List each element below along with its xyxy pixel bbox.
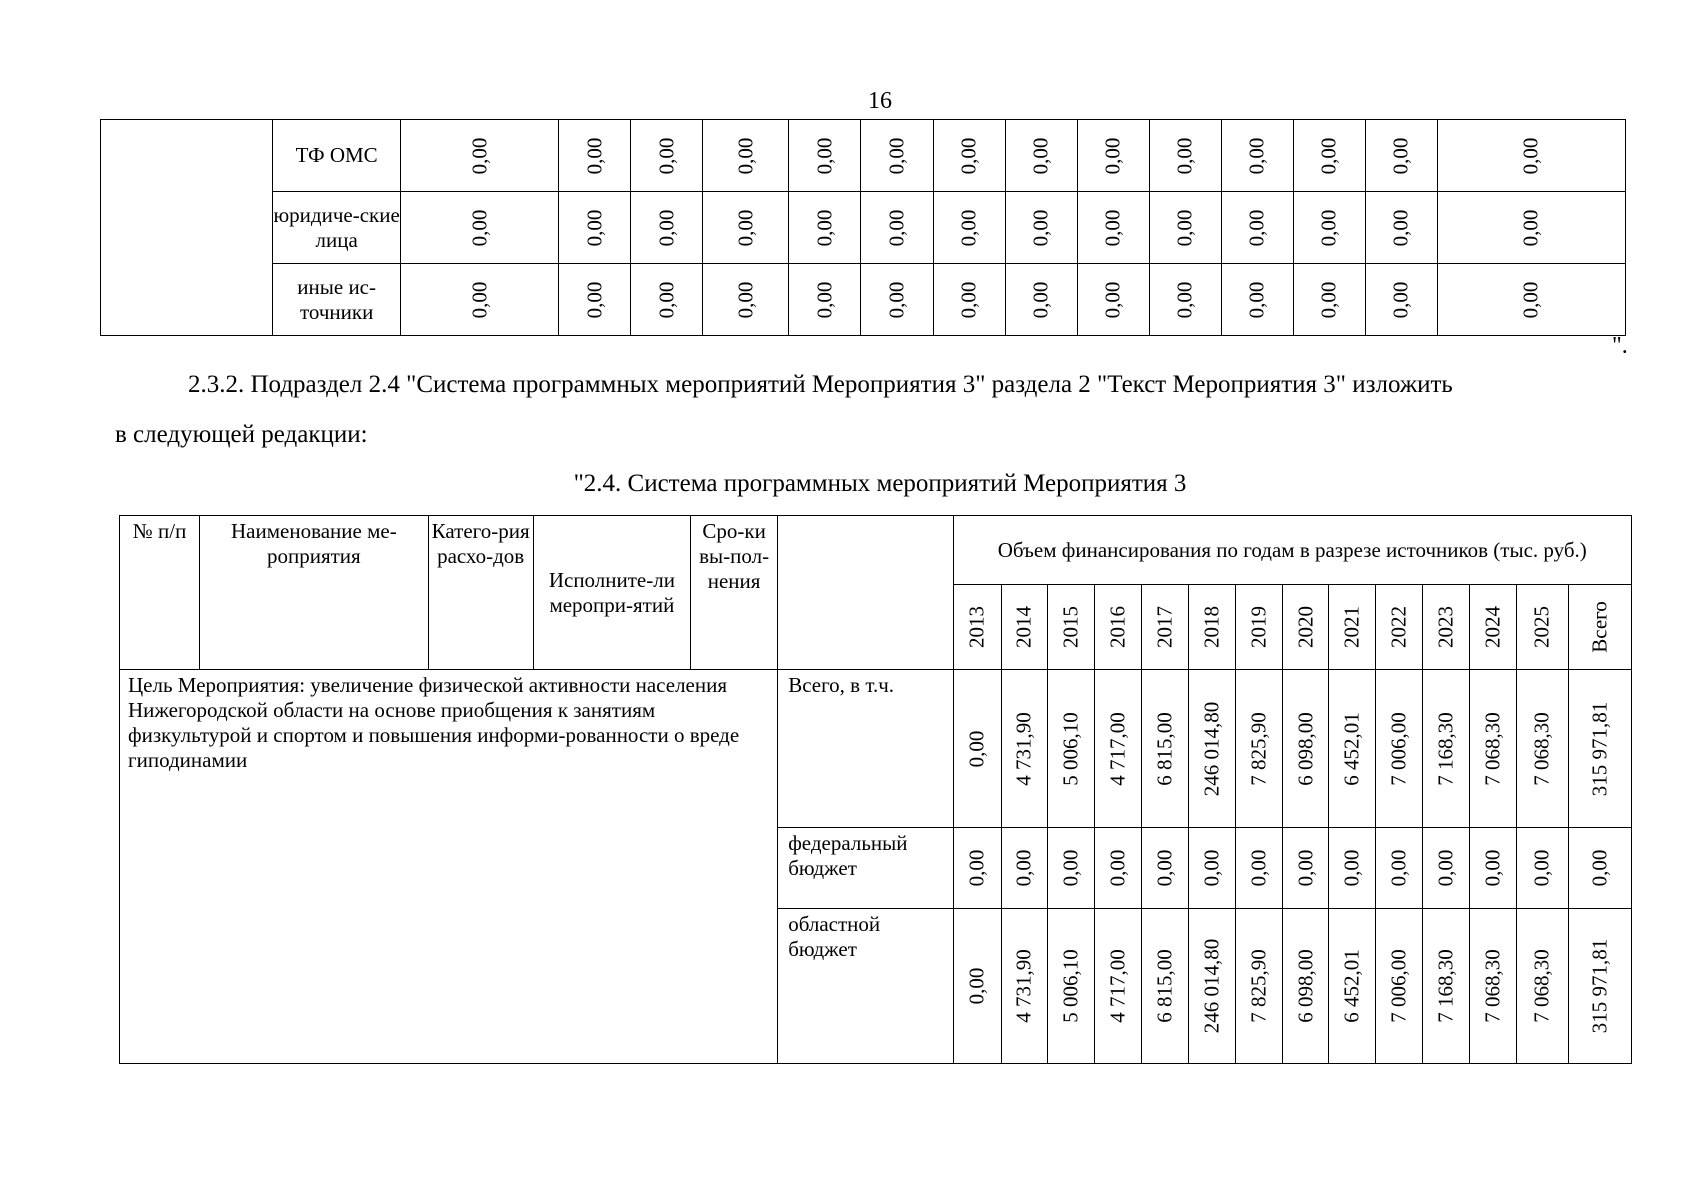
value-cell-text: 6 815,00 xyxy=(1152,949,1177,1023)
value-cell-text: 7 006,00 xyxy=(1386,949,1411,1023)
table-row xyxy=(101,192,1626,264)
value-cell-text: 0,00 xyxy=(1433,849,1458,887)
value-cell xyxy=(401,120,559,192)
header-blank xyxy=(778,516,953,670)
value-cell-text: 0,00 xyxy=(467,137,492,174)
value-cell-text: 0,00 xyxy=(1339,849,1364,887)
value-cell xyxy=(933,192,1005,264)
value-cell xyxy=(861,192,933,264)
value-cell-text: 0,00 xyxy=(1028,137,1053,174)
value-cell xyxy=(1094,909,1141,1064)
value-cell xyxy=(1001,670,1047,828)
value-cell xyxy=(1568,828,1631,909)
value-cell-text: 0,00 xyxy=(1386,849,1411,887)
value-cell xyxy=(1376,670,1423,828)
year-header-text: 2016 xyxy=(1105,606,1130,648)
value-cell-text: 0,00 xyxy=(1293,849,1318,887)
value-cell xyxy=(559,264,631,336)
value-cell-text: 7 068,30 xyxy=(1480,949,1505,1023)
value-cell xyxy=(703,192,789,264)
value-cell xyxy=(1005,192,1077,264)
source-label: федеральный бюджет xyxy=(778,828,953,909)
table-row xyxy=(101,264,1626,336)
header-num: № п/п xyxy=(120,516,200,670)
value-cell-text: 5 006,10 xyxy=(1058,711,1083,786)
value-cell xyxy=(1329,670,1376,828)
value-cell-text: 0,00 xyxy=(1316,137,1341,174)
value-cell xyxy=(1568,670,1631,828)
value-cell-text: 0,00 xyxy=(582,137,607,174)
source-label: юридиче-ские лица xyxy=(273,192,401,264)
value-cell xyxy=(1094,828,1141,909)
value-cell xyxy=(401,264,559,336)
value-cell xyxy=(953,828,1001,909)
value-cell xyxy=(1188,670,1235,828)
value-cell-text: 0,00 xyxy=(654,209,679,246)
value-cell-text: 7 825,90 xyxy=(1246,949,1271,1023)
value-cell-text: 0,00 xyxy=(1388,209,1413,246)
year-header-text: 2022 xyxy=(1386,606,1411,648)
value-cell-text: 7 168,30 xyxy=(1433,949,1458,1023)
value-cell-text: 7 006,00 xyxy=(1386,711,1411,786)
value-cell-text: 0,00 xyxy=(884,281,909,318)
year-header xyxy=(1188,585,1235,670)
value-cell-text: 0,00 xyxy=(1388,281,1413,318)
value-cell xyxy=(1329,828,1376,909)
value-cell-text: 7 068,30 xyxy=(1529,949,1554,1023)
value-cell-text: 4 717,00 xyxy=(1105,711,1130,786)
value-cell xyxy=(861,264,933,336)
value-cell-text: 0,00 xyxy=(884,137,909,174)
year-header xyxy=(1423,585,1470,670)
year-header xyxy=(1283,585,1329,670)
value-cell-text: 0,00 xyxy=(1316,281,1341,318)
value-cell xyxy=(1365,264,1437,336)
year-header-text: 2017 xyxy=(1152,606,1177,648)
value-cell xyxy=(1470,828,1517,909)
value-cell xyxy=(1221,264,1293,336)
value-cell xyxy=(1517,909,1568,1064)
merged-blank-cell xyxy=(101,120,273,336)
value-cell xyxy=(1005,120,1077,192)
value-cell xyxy=(1235,670,1282,828)
value-cell xyxy=(1365,192,1437,264)
value-cell-text: 0,00 xyxy=(964,849,989,887)
header-executors: Исполните-ли меропри-ятий xyxy=(533,516,690,670)
page-number: 16 xyxy=(868,88,892,114)
year-header-text: 2018 xyxy=(1199,606,1224,648)
value-cell xyxy=(1188,828,1235,909)
value-cell-text: 0,00 xyxy=(1388,137,1413,174)
value-cell-text: 0,00 xyxy=(733,209,758,246)
value-cell-text: 0,00 xyxy=(812,137,837,174)
value-cell xyxy=(1001,909,1047,1064)
value-cell-text: 246 014,80 xyxy=(1199,938,1224,1034)
value-cell xyxy=(631,120,703,192)
value-cell-text: 0,00 xyxy=(1058,849,1083,887)
continuation-funding-table xyxy=(100,119,1626,336)
value-cell-text: 0,00 xyxy=(1246,849,1271,887)
value-cell xyxy=(1568,909,1631,1064)
value-cell xyxy=(953,670,1001,828)
value-cell-text: 0,00 xyxy=(1244,281,1269,318)
value-cell-text: 0,00 xyxy=(1518,137,1543,174)
value-cell xyxy=(1077,120,1149,192)
value-cell-text: 0,00 xyxy=(956,209,981,246)
value-cell xyxy=(1094,670,1141,828)
value-cell xyxy=(1423,909,1470,1064)
value-cell-text: 0,00 xyxy=(1199,849,1224,887)
value-cell-text: 7 168,30 xyxy=(1433,711,1458,786)
value-cell xyxy=(1149,264,1221,336)
value-cell xyxy=(1141,909,1188,1064)
value-cell xyxy=(1329,909,1376,1064)
value-cell xyxy=(1141,828,1188,909)
year-header-text: 2020 xyxy=(1293,606,1318,648)
value-cell xyxy=(1005,264,1077,336)
value-cell xyxy=(861,120,933,192)
value-cell-text: 0,00 xyxy=(1316,209,1341,246)
value-cell-text: 7 068,30 xyxy=(1480,711,1505,786)
value-cell xyxy=(1293,120,1365,192)
value-cell-text: 0,00 xyxy=(964,967,989,1005)
value-cell xyxy=(559,120,631,192)
value-cell-text: 0,00 xyxy=(467,209,492,246)
value-cell xyxy=(1221,120,1293,192)
paragraph-line-1: 2.3.2. Подраздел 2.4 "Система программных мероприятий Мероприятия 3" раздела 2 "Текст Мероприятия 3" изложить xyxy=(188,371,1453,398)
value-cell-text: 0,00 xyxy=(1100,209,1125,246)
value-cell xyxy=(1376,909,1423,1064)
value-cell-text: 0,00 xyxy=(1028,281,1053,318)
year-header xyxy=(1141,585,1188,670)
year-header xyxy=(1329,585,1376,670)
value-cell-text: 0,00 xyxy=(1011,849,1036,887)
value-cell-text: 0,00 xyxy=(964,730,989,767)
value-cell xyxy=(1235,909,1282,1064)
value-cell xyxy=(953,909,1001,1064)
value-cell-text: 246 014,80 xyxy=(1199,701,1224,796)
value-cell xyxy=(1077,192,1149,264)
table-row xyxy=(101,120,1626,192)
header-deadline: Сро-ки вы-пол-нения xyxy=(691,516,778,670)
value-cell-text: 0,00 xyxy=(812,281,837,318)
value-cell xyxy=(789,120,861,192)
year-header xyxy=(1376,585,1423,670)
value-cell-text: 0,00 xyxy=(733,137,758,174)
year-header-text: 2024 xyxy=(1480,606,1505,648)
value-cell-text: 6 098,00 xyxy=(1293,949,1318,1023)
value-cell-text: 0,00 xyxy=(654,281,679,318)
value-cell-text: 0,00 xyxy=(812,209,837,246)
value-cell-text: 315 971,81 xyxy=(1587,701,1612,796)
value-cell xyxy=(1283,828,1329,909)
value-cell-text: 0,00 xyxy=(884,209,909,246)
value-cell-text: 6 452,01 xyxy=(1339,711,1364,786)
value-cell xyxy=(1293,192,1365,264)
value-cell xyxy=(559,192,631,264)
value-cell xyxy=(631,264,703,336)
year-header-text: 2014 xyxy=(1011,606,1036,648)
value-cell xyxy=(933,120,1005,192)
year-header-text: 2015 xyxy=(1058,606,1083,648)
value-cell-text: 4 731,90 xyxy=(1011,949,1036,1023)
value-cell-text: 0,00 xyxy=(1100,137,1125,174)
value-cell xyxy=(1470,909,1517,1064)
value-cell xyxy=(1047,828,1094,909)
closing-quote: ". xyxy=(1612,333,1628,359)
value-cell-text: 0,00 xyxy=(1028,209,1053,246)
value-cell-text: 0,00 xyxy=(1244,209,1269,246)
value-cell-text: 0,00 xyxy=(733,281,758,318)
value-cell-text: 0,00 xyxy=(1100,281,1125,318)
value-cell xyxy=(631,192,703,264)
value-cell-text: 0,00 xyxy=(1587,849,1612,887)
table-row xyxy=(120,670,1632,828)
header-category: Катего-рия расхо-дов xyxy=(428,516,533,670)
value-cell xyxy=(1047,909,1094,1064)
value-cell xyxy=(703,120,789,192)
source-label: областной бюджет xyxy=(778,909,953,1064)
header-name: Наименование ме-роприятия xyxy=(200,516,428,670)
value-cell-text: 7 825,90 xyxy=(1246,711,1271,786)
year-header xyxy=(1047,585,1094,670)
year-header xyxy=(1517,585,1568,670)
value-cell-text: 0,00 xyxy=(654,137,679,174)
value-cell-text: 0,00 xyxy=(582,281,607,318)
value-cell xyxy=(1423,828,1470,909)
header-funding: Объем финансирования по годам в разрезе источников (тыс. руб.) xyxy=(953,516,1632,585)
value-cell xyxy=(1283,670,1329,828)
value-cell xyxy=(1376,828,1423,909)
value-cell xyxy=(789,192,861,264)
value-cell-text: 5 006,10 xyxy=(1058,949,1083,1023)
value-cell xyxy=(1437,264,1625,336)
value-cell-text: 0,00 xyxy=(582,209,607,246)
value-cell xyxy=(1188,909,1235,1064)
value-cell-text: 0,00 xyxy=(1480,849,1505,887)
value-cell xyxy=(1047,670,1094,828)
value-cell xyxy=(1365,120,1437,192)
value-cell-text: 6 815,00 xyxy=(1152,711,1177,786)
value-cell-text: 0,00 xyxy=(1244,137,1269,174)
value-cell xyxy=(1001,828,1047,909)
source-label: Всего, в т.ч. xyxy=(778,670,953,828)
value-cell-text: 0,00 xyxy=(1172,281,1197,318)
value-cell-text: 0,00 xyxy=(1172,209,1197,246)
value-cell-text: 4 717,00 xyxy=(1105,949,1130,1023)
year-header xyxy=(1568,585,1631,670)
year-header-text: 2019 xyxy=(1246,606,1271,648)
value-cell-text: 0,00 xyxy=(1518,209,1543,246)
value-cell-text: 0,00 xyxy=(1105,849,1130,887)
year-header xyxy=(1235,585,1282,670)
year-header xyxy=(953,585,1001,670)
value-cell-text: 4 731,90 xyxy=(1011,711,1036,786)
value-cell xyxy=(1221,192,1293,264)
source-label: ТФ ОМС xyxy=(273,120,401,192)
value-cell xyxy=(1141,670,1188,828)
value-cell-text: 0,00 xyxy=(467,281,492,318)
value-cell xyxy=(1517,670,1568,828)
value-cell xyxy=(1470,670,1517,828)
value-cell-text: 0,00 xyxy=(1172,137,1197,174)
value-cell xyxy=(1517,828,1568,909)
value-cell xyxy=(1437,192,1625,264)
value-cell xyxy=(1293,264,1365,336)
value-cell xyxy=(1283,909,1329,1064)
year-header-text: 2025 xyxy=(1529,606,1554,648)
value-cell xyxy=(1235,828,1282,909)
value-cell-text: 0,00 xyxy=(1529,849,1554,887)
program-activities-table xyxy=(119,515,1632,1064)
value-cell xyxy=(1437,120,1625,192)
source-label: иные ис-точники xyxy=(273,264,401,336)
value-cell-text: 6 452,01 xyxy=(1339,949,1364,1023)
year-header xyxy=(1001,585,1047,670)
value-cell xyxy=(789,264,861,336)
year-header-text: Всего xyxy=(1587,601,1612,653)
value-cell xyxy=(703,264,789,336)
year-header-text: 2021 xyxy=(1339,606,1364,648)
value-cell-text: 0,00 xyxy=(956,281,981,318)
year-header-text: 2013 xyxy=(964,606,989,648)
value-cell-text: 315 971,81 xyxy=(1587,938,1612,1034)
value-cell xyxy=(933,264,1005,336)
activity-goal: Цель Мероприятия: увеличение физической активности населения Нижегородской области на основе приобщения к занятиям физкультурой и спортом и повышения информи-рованности о вреде гиподинамии xyxy=(120,670,778,1064)
value-cell-text: 0,00 xyxy=(1152,849,1177,887)
year-header xyxy=(1470,585,1517,670)
value-cell xyxy=(1149,120,1221,192)
paragraph-line-2: в следующей редакции: xyxy=(115,421,368,448)
table-title: "2.4. Система программных мероприятий Мероприятия 3 xyxy=(573,470,1187,497)
value-cell xyxy=(401,192,559,264)
value-cell xyxy=(1149,192,1221,264)
value-cell-text: 0,00 xyxy=(1518,281,1543,318)
year-header-text: 2023 xyxy=(1433,606,1458,648)
value-cell-text: 6 098,00 xyxy=(1293,711,1318,786)
value-cell xyxy=(1077,264,1149,336)
value-cell-text: 7 068,30 xyxy=(1529,711,1554,786)
value-cell xyxy=(1423,670,1470,828)
value-cell-text: 0,00 xyxy=(956,137,981,174)
year-header xyxy=(1094,585,1141,670)
